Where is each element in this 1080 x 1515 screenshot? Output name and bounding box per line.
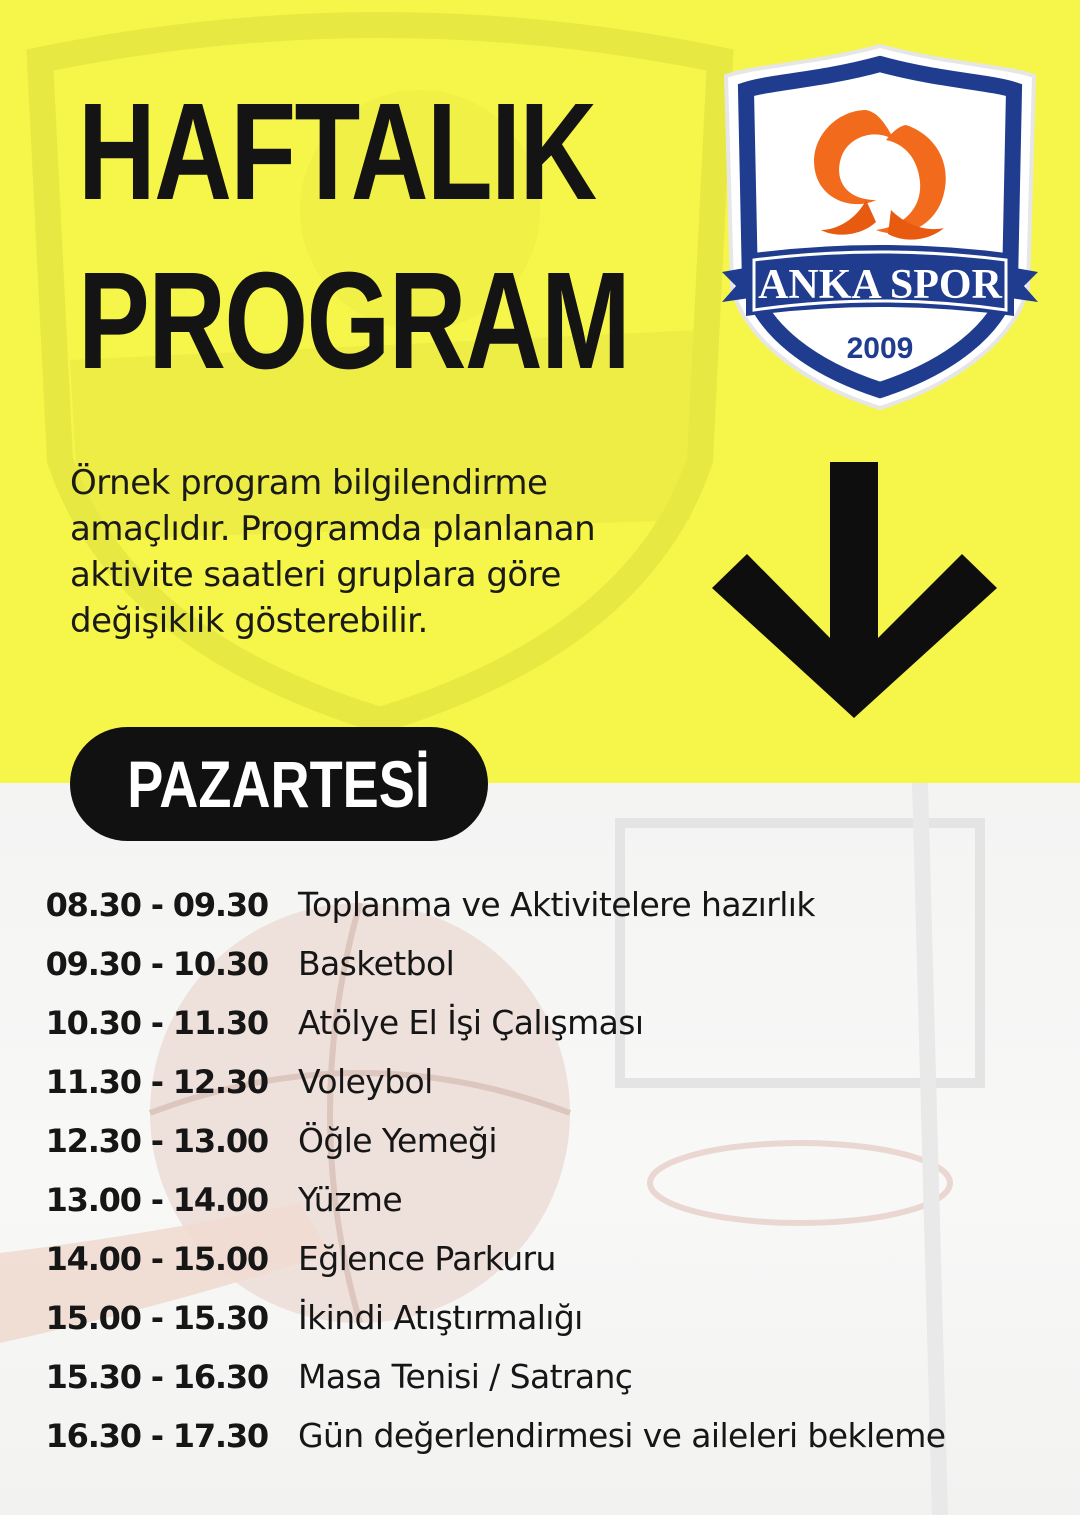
activity-name: Atölye El İşi Çalışması [298,1003,644,1042]
time-slot: 11.30 - 12.30 [45,1063,268,1101]
day-badge [70,727,488,841]
day-label: PAZARTESİ [127,747,431,821]
page-title-line1: HAFTALIK [78,75,596,229]
activity-name: Öğle Yemeği [298,1121,497,1160]
schedule-row [0,1113,1080,1172]
activity-name: Masa Tenisi / Satranç [298,1357,633,1396]
schedule-row [0,1054,1080,1113]
time-slot: 08.30 - 09.30 [45,886,268,924]
activity-name: Basketbol [298,944,455,983]
description-line: amaçlıdır. Programda planlanan [70,509,596,549]
schedule-row [0,1408,1080,1467]
activity-name: Toplanma ve Aktivitelere hazırlık [298,885,815,924]
schedule-row [0,1349,1080,1408]
activity-name: İkindi Atıştırmalığı [298,1298,583,1337]
activity-name: Yüzme [298,1180,403,1219]
schedule-row [0,936,1080,995]
time-slot: 15.30 - 16.30 [45,1358,268,1396]
time-slot: 13.00 - 14.00 [45,1181,268,1219]
activity-name: Gün değerlendirmesi ve aileleri bekleme [298,1416,946,1455]
program-description [70,460,710,644]
description-line: Örnek program bilgilendirme [70,463,548,503]
logo-name-text: ANKA SPOR [758,262,1002,308]
anka-spor-logo [716,40,1044,412]
description-line: aktivite saatleri gruplara göre [70,555,561,595]
page-title-line2: PROGRAM [78,244,630,398]
description-line: değişiklik gösterebilir. [70,601,428,641]
schedule-row [0,1172,1080,1231]
activity-name: Eğlence Parkuru [298,1239,556,1278]
schedule-row [0,1290,1080,1349]
logo-year-text: 2009 [846,332,914,365]
activity-name: Voleybol [298,1062,433,1101]
schedule-row [0,1231,1080,1290]
time-slot: 12.30 - 13.00 [45,1122,268,1160]
time-slot: 16.30 - 17.30 [45,1417,268,1455]
schedule-row [0,995,1080,1054]
schedule-row [0,877,1080,936]
arrow-down-icon [712,462,997,718]
time-slot: 15.00 - 15.30 [45,1299,268,1337]
time-slot: 14.00 - 15.00 [45,1240,268,1278]
time-slot: 10.30 - 11.30 [45,1004,268,1042]
time-slot: 09.30 - 10.30 [45,945,268,983]
